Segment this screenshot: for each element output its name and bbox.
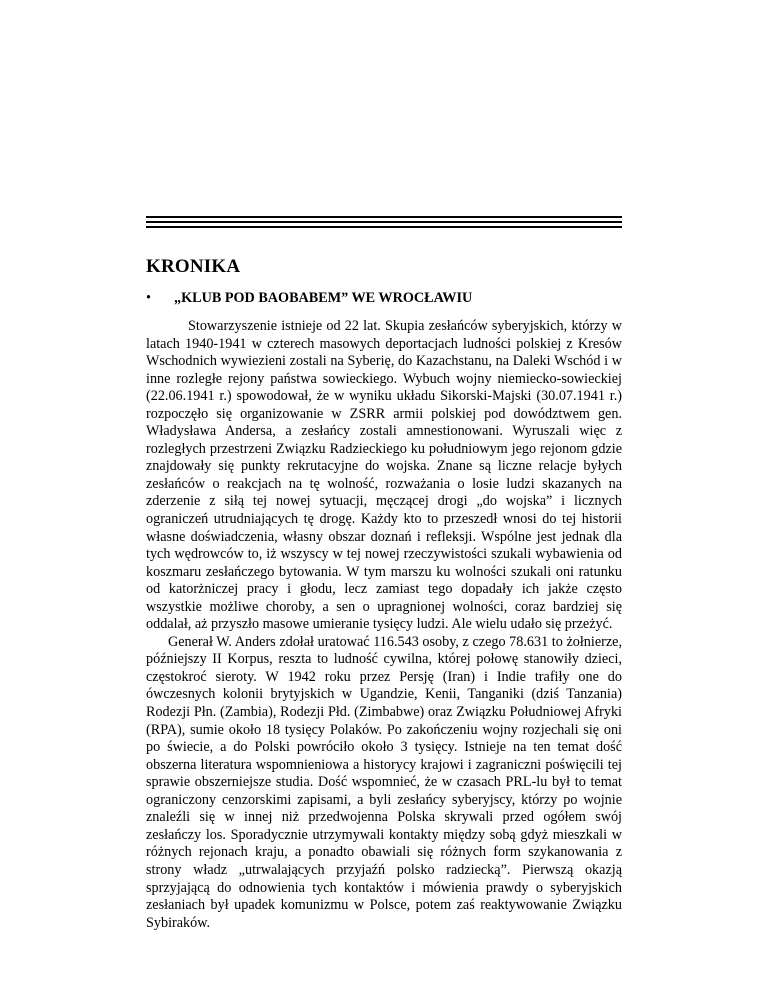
- paragraph: Stowarzyszenie istnieje od 22 lat. Skupia zesłańców syberyjskich, którzy w latach 1940-1941 w czterech masowych deportacjach ludności polskiej z Kresów Wschodnich wywiezieni zostali na Syberię, do Kazachstanu, na Daleki Wschód i w inne rozległe rejony państwa sowieckiego. Wybuch wojny niemiecko-sowieckiej (22.06.1941 r.) spowodował, że w wyniku układu Sikorski-Majski (30.07.1941 r.) rozpoczęło się organizowanie w ZSRR armii polskiej pod dowództwem gen. Władysława Andersa, a zesłańcy zostali amnestionowani. Wyruszali więc z rozległych przestrzeni Związku Radzieckiego ku południowym jego rejonom gdzie znajdowały się punkty rekrutacyjne do wojska. Znane są liczne relacje byłych zesłańców o reakcjach na tę wolność, rozważania o losie ludzi skazanych na zderzenie z siłą tej nowej sytuacji, męczącej drogi „do wojska” i licznych ograniczeń utrudniających tę drogę. Każdy kto to przeszedł wnosi do tej historii własne doświadczenia, własny obszar doznań i refleksji. Wspólne jest jednak dla tych wędrowców to, iż wszyscy w tej nowej rzeczywistości szukali wybawienia od koszmaru zesłańczego bytowania. W tym marszu ku wolności szukali oni ratunku od katorżniczej pracy i głodu, lecz zamiast tego dopadały ich jakże często wszystkie możliwe choroby, a sen o upragnionej wolności, coraz bardziej się oddalał, aż przyszło masowe umieranie tysięcy ludzi. Ale wielu udało się przeżyć.: [146, 318, 622, 633]
- header-rule-top: [146, 216, 622, 218]
- item-heading: [146, 291, 622, 305]
- header-rule-bottom: [146, 226, 622, 228]
- item-heading-text: „KLUB POD BAOBABEM” WE WROCŁAWIU: [174, 290, 473, 306]
- header-rule-middle: [146, 221, 622, 223]
- section-title: KRONIKA: [146, 256, 241, 277]
- article-body: [146, 318, 622, 932]
- bullet-icon: •: [146, 290, 151, 306]
- paragraph: Generał W. Anders zdołał uratować 116.543 osoby, z czego 78.631 to żołnierze, późniejszy II Korpus, reszta to ludność cywilna, której połowę stanowiły dzieci, częstokroć sieroty. W 1942 roku przez Persję (Iran) i Indie trafiły one do ówczesnych kolonii brytyjskich w Ugandzie, Kenii, Tanganiki (dziś Tanzania) Rodezji Płn. (Zambia), Rodezji Płd. (Zimbabwe) oraz Związku Południowej Afryki (RPA), sumie około 18 tysięcy Polaków. Po zakończeniu wojny rozjechali się oni po świecie, a do Polski powróciło około 3 tysięcy. Istnieje na ten temat dość obszerna literatura wspomnieniowa a historycy krajowi i zagraniczni poświęcili tej sprawie obszerniejsze studia. Dość wspomnieć, że w czasach PRL-lu był to temat ograniczony cenzorskimi zapisami, a byli zesłańcy syberyjscy, którzy po wojnie znaleźli się w innej niż przedwojenna Polska skrywali przed ogółem swój zesłańczy los. Sporadycznie utrzymywali kontakty między sobą gdyż mieszkali w różnych rejonach kraju, a ponadto obawiali się różnych form szykanowania z strony władz „utrwalających przyjaźń polsko radziecką”. Pierwszą okazją sprzyjającą do odnowienia tych kontaktów i mówienia prawdy o syberyjskich zesłaniach był upadek komunizmu w Polsce, potem zaś reaktywowanie Związku Sybiraków.: [146, 633, 622, 931]
